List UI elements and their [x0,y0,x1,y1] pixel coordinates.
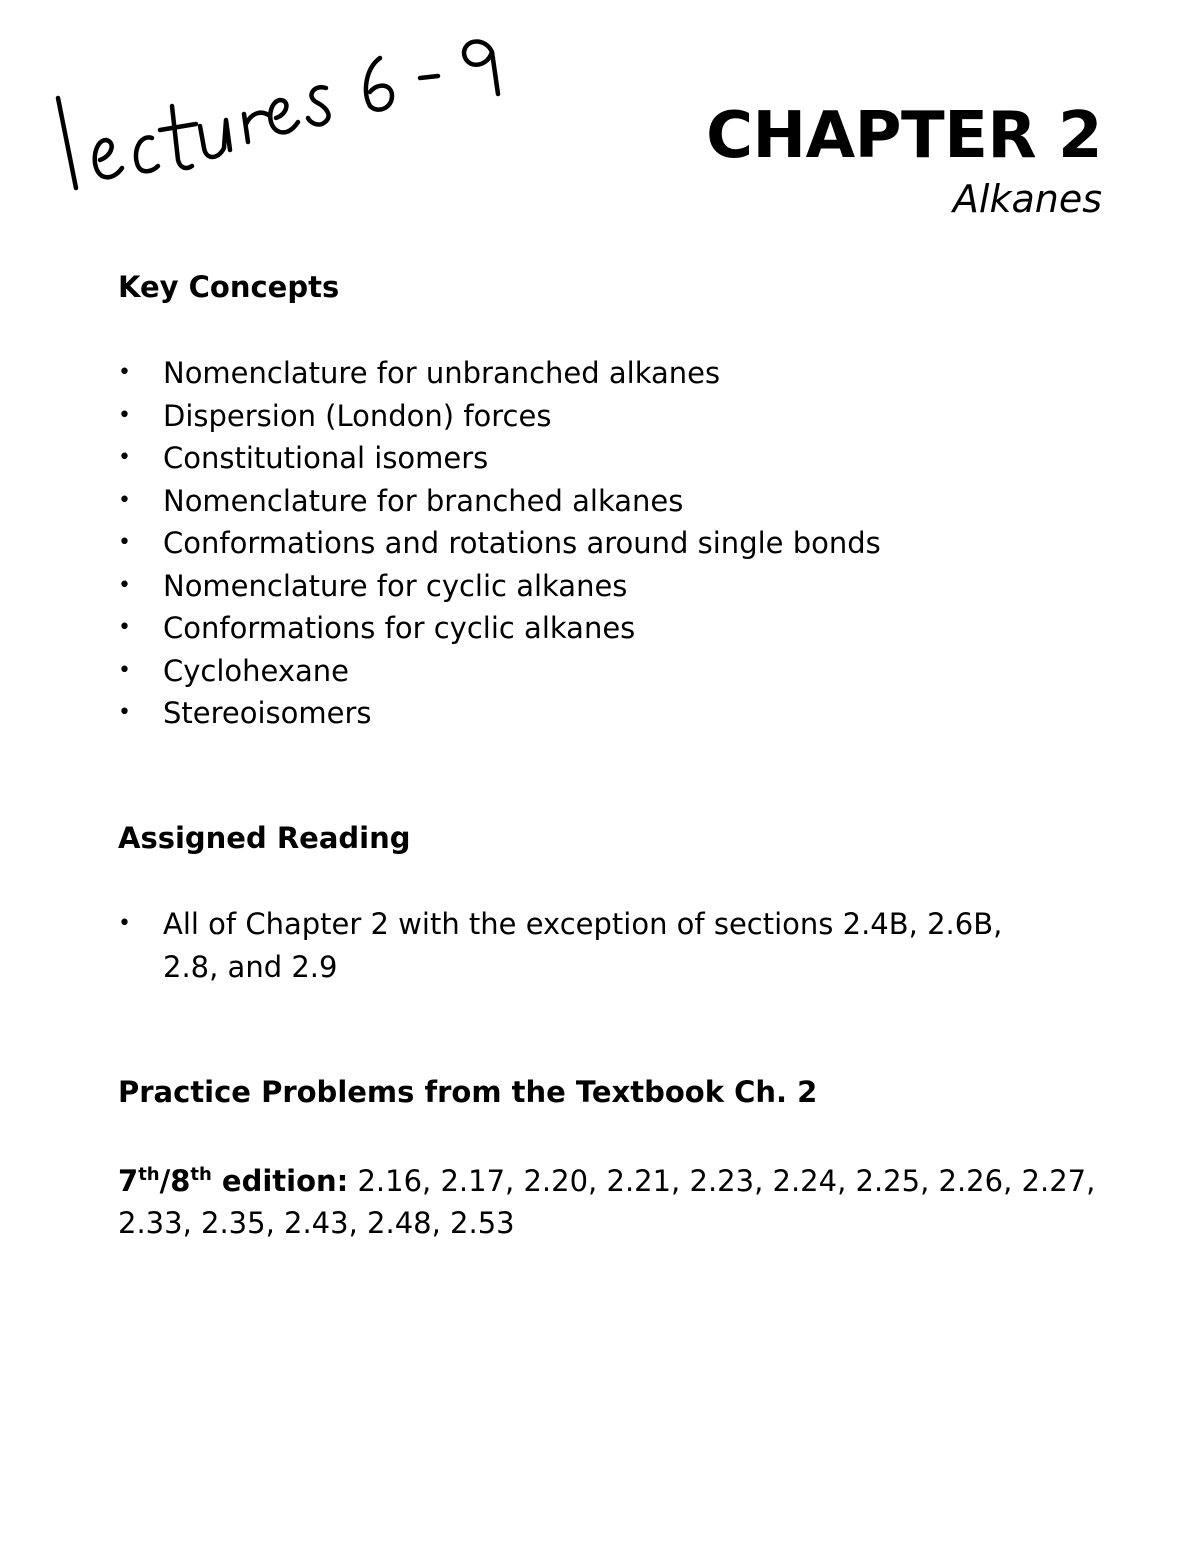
list-item [118,607,1078,650]
list-item-text: Constitutional isomers [163,441,489,475]
practice-problems-text [118,1160,1098,1244]
bullet-icon: • [118,615,131,640]
key-concepts-list [118,352,1078,735]
chapter-title: CHAPTER 2 [706,99,1102,173]
assigned-reading-heading: Assigned Reading [118,821,411,855]
bullet-icon: • [118,487,131,513]
assigned-reading-list [118,903,1018,988]
list-item-text: Dispersion (London) forces [163,398,552,433]
key-concepts-heading: Key Concepts [118,270,340,304]
bullet-icon: • [118,911,131,936]
edition-a: 7 [118,1164,139,1198]
edition-separator: / [159,1164,171,1198]
bullet-icon: • [118,360,131,385]
list-item [118,650,1078,693]
edition-label-text: edition: [211,1164,349,1198]
problem-list: 2.16, 2.17, 2.20, 2.21, 2.23, 2.24, 2.25, 2.26, 2.27, 2.33, 2.35, 2.43, 2.48, 2.53 [118,1164,1096,1240]
edition-a-suffix: th [138,1164,160,1185]
handwritten-note [40,10,520,210]
bullet-icon: • [118,530,131,555]
list-item [118,692,1078,735]
edition-label [118,1164,348,1198]
chapter-subtitle: Alkanes [952,177,1102,221]
list-item [118,522,1078,565]
list-item-text: Nomenclature for branched alkanes [163,483,684,518]
edition-b-suffix: th [190,1164,212,1185]
list-item [118,903,1018,988]
list-item [118,395,1078,438]
bullet-icon: • [118,657,131,683]
bullet-icon: • [118,445,131,470]
list-item-text: Cyclohexane [163,653,350,688]
list-item [118,437,1078,480]
list-item [118,480,1078,523]
bullet-icon: • [118,700,131,725]
bullet-icon: • [118,402,131,428]
edition-b: 8 [170,1164,191,1198]
list-item [118,352,1078,395]
list-item-text: Nomenclature for unbranched alkanes [163,356,721,390]
list-item-text: All of Chapter 2 with the exception of sections 2.4B, 2.6B, 2.8, and 2.9 [163,907,1003,984]
list-item [118,565,1078,608]
chapter-header [706,94,1102,222]
list-item-text: Conformations and rotations around single bonds [163,526,881,560]
list-item-text: Nomenclature for cyclic alkanes [163,568,628,603]
list-item-text: Stereoisomers [163,696,372,730]
list-item-text: Conformations for cyclic alkanes [163,611,636,645]
bullet-icon: • [118,572,131,598]
practice-problems-heading: Practice Problems from the Textbook Ch. 2 [118,1075,818,1109]
